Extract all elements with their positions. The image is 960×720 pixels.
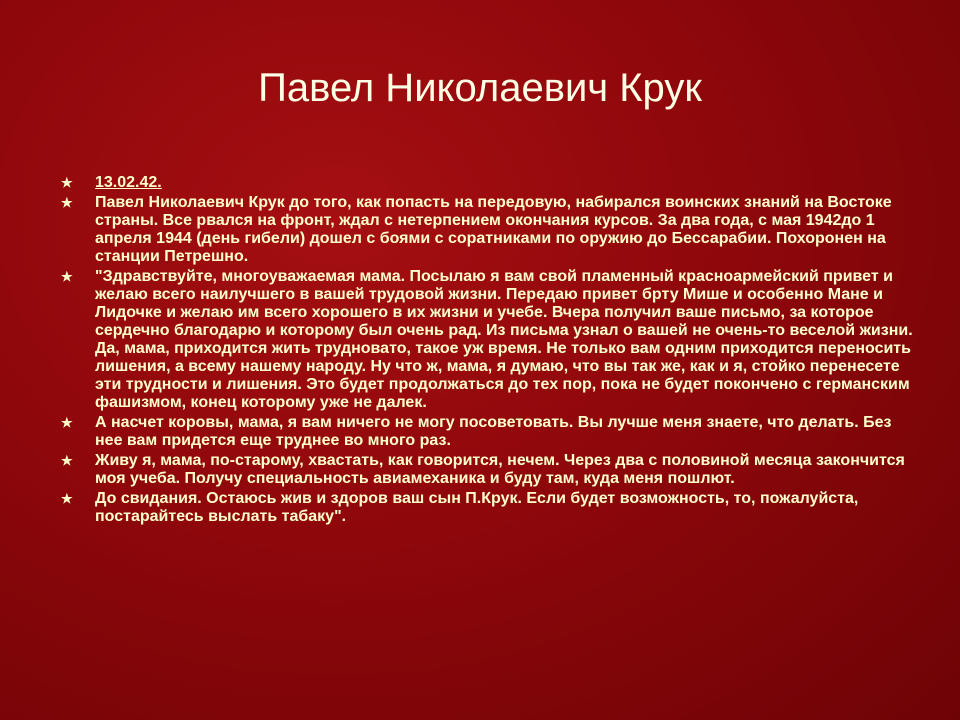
list-item [58,414,918,450]
list-item [58,490,918,526]
bio-text: Павел Николаевич Крук до того, как попасть на передовую, набирался воинских знаний на Востоке страны. Все рвался на фронт, ждал с нетерпением окончания курсов. За два года, с мая 1942до 1 апреля 1944 (день гибели) дошел с боями с соратниками по оружию до Бессарабии. Похоронен на станции Петрешно. [95,194,892,265]
letter-paragraph: Живу я, мама, по-старому, хвастать, как говорится, нечем. Через два с половиной месяца закончится моя учеба. Получу специальность авиамеханика и буду там, куда меня пошлют. [95,452,905,487]
star-icon: ★ [61,415,73,430]
list-item [58,452,918,488]
letter-paragraph: "Здравствуйте, многоуважаемая мама. Посылаю я вам свой пламенный красноармейский привет и желаю всего наилучшего в вашей трудовой жизни. Передаю привет брту Мише и особенно Мане и Лидочке и желаю им всего хорошего в их жизни и учебе. Вчера получил ваше письмо, за которое сердечно благодарю и которому был очень рад. Из письма узнал о вашей не очень-то веселой жизни. Да, мама, приходится жить трудновато, такое уж время. Не только вам одним приходится переносить лишения, а всему нашему народу. Ну что ж, мама, я думаю, что вы так же, как и я, стойко перенесете эти трудности и лишения. Это будет продолжаться до тех пор, пока не будет покончено с германским фашизмом, конец которому уже не далек. [95,268,913,411]
letter-paragraph: До свидания. Остаюсь жив и здоров ваш сын П.Крук. Если будет возможность, то, пожалуйста, постарайтесь выслать табаку". [95,490,859,525]
list-item [58,194,918,266]
list-item [58,174,918,192]
star-icon: ★ [61,175,73,190]
star-icon: ★ [61,269,73,284]
list-item [58,268,918,412]
slide-title: Павел Николаевич Крук [258,66,702,110]
star-icon: ★ [61,491,73,506]
date-text: 13.02.42. [95,174,162,191]
letter-paragraph: А насчет коровы, мама, я вам ничего не могу посоветовать. Вы лучше меня знаете, что делать. Без нее вам придется еще труднее во много раз. [95,414,892,449]
bullet-list [58,174,918,528]
star-icon: ★ [61,195,73,210]
star-icon: ★ [61,453,73,468]
